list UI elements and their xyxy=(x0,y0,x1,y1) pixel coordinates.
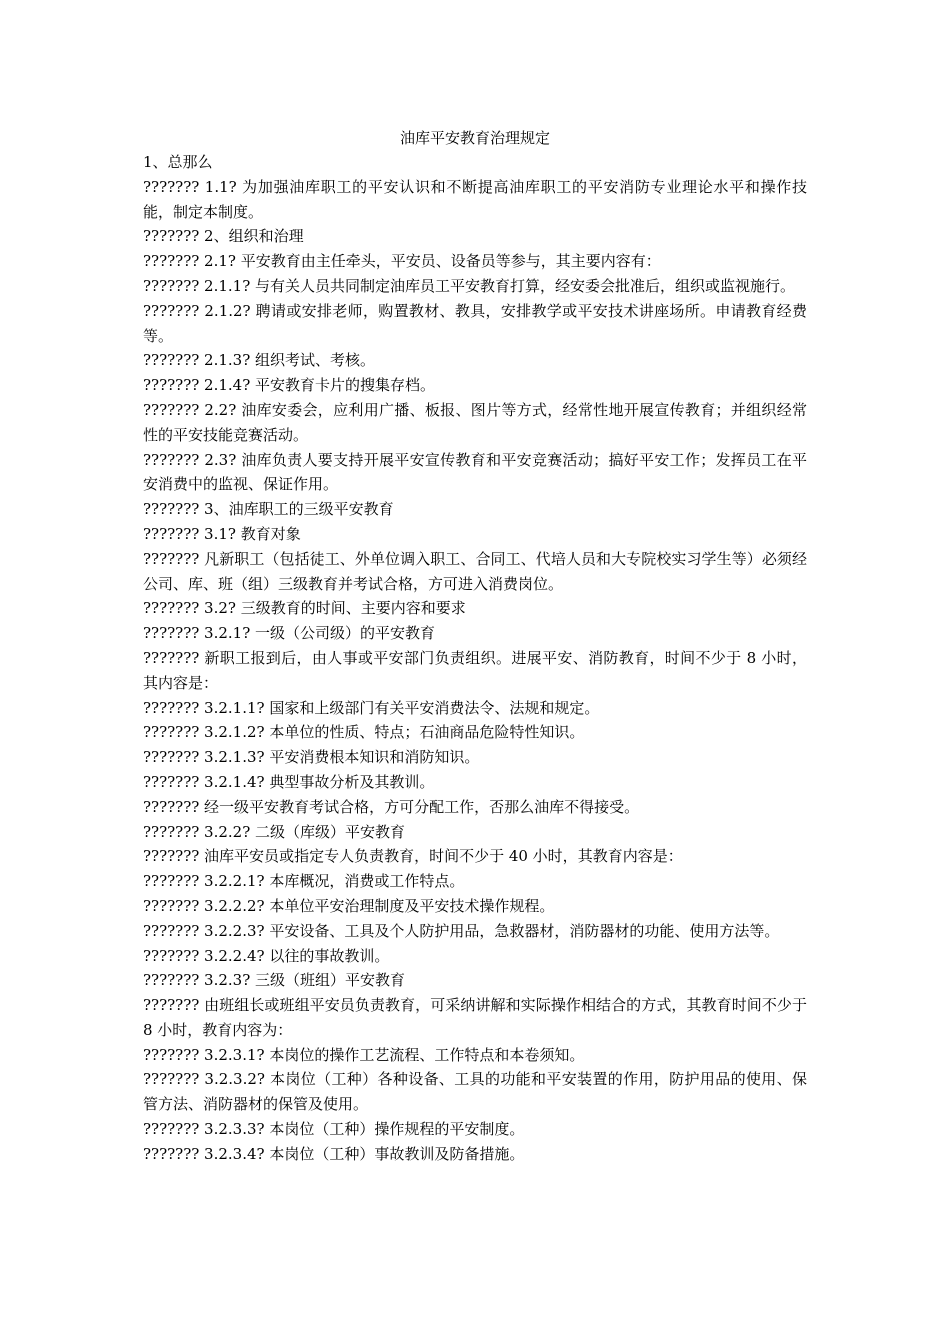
paragraph: ??????? 3.2.3.2? 本岗位（工种）各种设备、工具的功能和平安装置的作用，防护用品的使用、保管方法、消防器材的保管及使用。 xyxy=(143,1070,807,1114)
paragraph: ??????? 3.2.1? 一级（公司级）的平安教育 xyxy=(143,624,436,643)
document-title: 油库平安教育治理规定 xyxy=(399,129,550,147)
paragraph: ??????? 2.1.3? 组织考试、考核。 xyxy=(143,351,376,370)
paragraph: ??????? 1.1? 为加强油库职工的平安认识和不断提高油库职工的平安消防专业理论水平和操作技能，制定本制度。 xyxy=(143,177,807,221)
document-body xyxy=(143,150,807,1167)
paragraph: ??????? 凡新职工（包括徒工、外单位调入职工、合同工、代培人员和大专院校实习学生等）必须经公司、库、班（组）三级教育并考试合格，方可进入消费岗位。 xyxy=(143,549,807,593)
paragraph: ??????? 3.1? 教育对象 xyxy=(143,524,301,543)
paragraph: ??????? 3.2.1.1? 国家和上级部门有关平安消费法令、法规和规定。 xyxy=(143,698,600,717)
paragraph: ??????? 3.2.1.2? 本单位的性质、特点；石油商品危险特性知识。 xyxy=(143,723,585,742)
paragraph: ??????? 3、油库职工的三级平安教育 xyxy=(143,500,394,519)
paragraph: ??????? 3.2? 三级教育的时间、主要内容和要求 xyxy=(143,599,466,618)
paragraph: ??????? 3.2.2.4? 以往的事故教训。 xyxy=(143,946,390,965)
paragraph: ??????? 油库平安员或指定专人负责教育，时间不少于 40 小时，其教育内容是： xyxy=(143,847,683,866)
paragraph: ??????? 3.2.2.2? 本单位平安治理制度及平安技术操作规程。 xyxy=(143,896,555,915)
paragraph: ??????? 3.2.1.3? 平安消费根本知识和消防知识。 xyxy=(143,748,480,767)
paragraph: ??????? 2.1.1? 与有关人员共同制定油库员工平安教育打算，经安委会批准后，组织或监视施行。 xyxy=(143,276,796,295)
paragraph: ??????? 3.2.1.4? 典型事故分析及其教训。 xyxy=(143,772,435,791)
paragraph: ??????? 3.2.2.1? 本库概况，消费或工作特点。 xyxy=(143,872,465,891)
paragraph: ??????? 由班组长或班组平安员负责教育，可采纳讲解和实际操作相结合的方式，其教育时间不少于 8 小时，教育内容为： xyxy=(143,996,807,1039)
paragraph: ??????? 2.1.2? 聘请或安排老师，购置教材、教具，安排教学或平安技术讲座场所。申请教育经费等。 xyxy=(143,301,807,345)
paragraph: ??????? 2.1? 平安教育由主任牵头，平安员、设备员等参与，其主要内容有： xyxy=(143,252,661,271)
paragraph: ??????? 新职工报到后，由人事或平安部门负责组织。进展平安、消防教育，时间不少于 8 小时，其内容是： xyxy=(143,648,807,692)
paragraph: ??????? 2.3? 油库负责人要支持开展平安宣传教育和平安竞赛活动；搞好平安工作；发挥员工在平安消费中的监视、保证作用。 xyxy=(143,450,807,494)
paragraph: ??????? 经一级平安教育考试合格，方可分配工作，否那么油库不得接受。 xyxy=(143,797,640,816)
paragraph: ??????? 3.2.3.4? 本岗位（工种）事故教训及防备措施。 xyxy=(143,1144,525,1163)
paragraph: ??????? 2.1.4? 平安教育卡片的搜集存档。 xyxy=(143,376,436,395)
paragraph: ??????? 2、组织和治理 xyxy=(143,227,304,246)
paragraph: ??????? 2.2? 油库安委会，应利用广播、板报、图片等方式，经常性地开展宣传教育；并组织经常性的平安技能竞赛活动。 xyxy=(143,400,807,444)
paragraph: ??????? 3.2.2? 二级（库级）平安教育 xyxy=(143,822,406,841)
paragraph: 1、总那么 xyxy=(143,153,213,171)
paragraph: ??????? 3.2.3.1? 本岗位的操作工艺流程、工作特点和本卷须知。 xyxy=(143,1045,585,1064)
paragraph: ??????? 3.2.2.3? 平安设备、工具及个人防护用品，急救器材，消防器材的功能、使用方法等。 xyxy=(143,921,780,940)
paragraph: ??????? 3.2.3.3? 本岗位（工种）操作规程的平安制度。 xyxy=(143,1120,525,1139)
paragraph: ??????? 3.2.3? 三级（班组）平安教育 xyxy=(143,971,406,990)
